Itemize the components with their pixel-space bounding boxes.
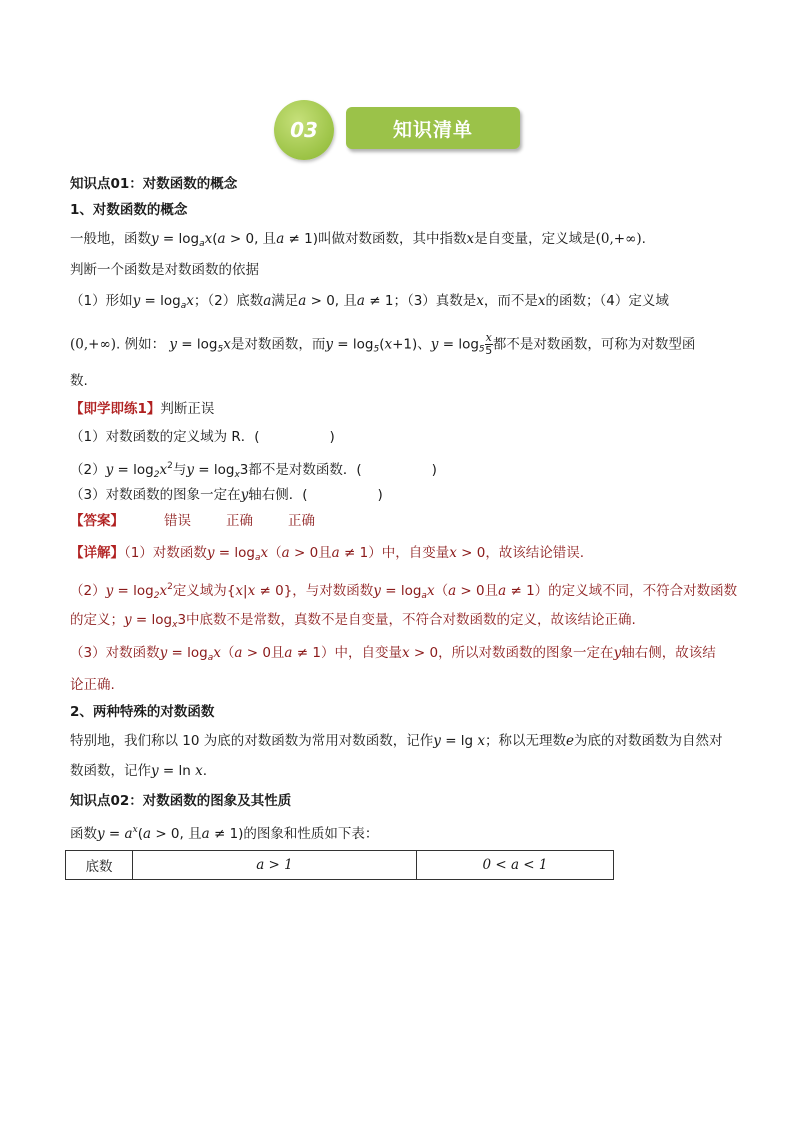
table-header-gt1: a > 1 (133, 851, 417, 880)
table-row (66, 851, 614, 880)
table-header-between: 0 < a < 1 (417, 851, 614, 880)
practice-q3: （3）对数函数的图象一定在y轴右侧．( ) (70, 487, 383, 503)
section-number-badge (274, 100, 334, 160)
sec2-line1: 特别地，我们称以 10 为底的对数函数为常用对数函数，记作y = lg x；称以无理数e为底的对数函数为自然对 (70, 733, 723, 749)
kp1-criteria-line2: (0,+∞). 例如： $y = \log_5x$是对数函数，而$y = \log_5(x+1)$、$y = \log_5$ $\frac{x}{5}$ 都不是对数函数，可称为对数型函 (70, 331, 696, 357)
detail-1: 【详解】（1）对数函数$y = \log_ax(a > 0$且a ≠ 1）中，自变量x > 0，故该结论错误. (70, 545, 585, 563)
section-title: 知识清单 (392, 118, 473, 141)
kp1-sec1-title: 1、对数函数的概念 (70, 202, 188, 218)
kp1-criteria-line1: （1）形如$y = \log_ax$；（2）底数a满足a > 0, 且a ≠ 1；（3）真数是x，而不是x的函数；（4）定义域 (70, 293, 669, 311)
practice-header: 【即学即练1】判断正误 (70, 401, 215, 417)
kp1-criteria: 判断一个函数是对数函数的依据 (70, 262, 259, 278)
kp1-title: 知识点01：对数函数的概念 (70, 176, 238, 192)
answer-line: 【答案】 错误 正确 正确 (70, 513, 315, 529)
sec2-title: 2、两种特殊的对数函数 (70, 704, 215, 720)
section-number: 03 (290, 118, 318, 142)
detail-2-cont: 的定义；$y = \log_x3$中底数不是常数，真数不是自变量，不符合对数函数的定义，故该结论正确. (70, 612, 636, 630)
detail-3-cont: 论正确. (70, 677, 115, 693)
detail-3: （3）对数函数$y = \log_ax(a > 0$且a ≠ 1）中，自变量x > 0，所以对数函数的图象一定在y轴右侧，故该结 (70, 645, 716, 663)
sec2-line2: 数函数，记作y = ln x. (70, 763, 208, 779)
practice-q1: （1）对数函数的定义域为 R．( ) (70, 429, 335, 445)
detail-2: $(2)y = \log_2x^2$定义域为{x|x ≠ 0}，与对数函数$y = \log_ax(a > 0$且a ≠ 1）的定义域不同，不符合对数函数 (70, 582, 738, 601)
kp1-criteria-line3: 数. (70, 373, 88, 389)
kp2-title: 知识点02：对数函数的图象及其性质 (70, 793, 292, 809)
section-title-banner (346, 107, 520, 149)
table-header-base: 底数 (66, 851, 133, 880)
practice-q2: $(2)y = \log_2x^2$与$y = \log_x3$都不是对数函数．( ) (70, 461, 437, 480)
properties-table (65, 850, 614, 880)
kp1-definition: 一般地，函数$y = \log_ax(a > 0$, 且a ≠ 1)叫做对数函数，其中指数x是自变量，定义域是(0,+∞). (70, 231, 646, 249)
kp2-intro: 函数$y = a^x(a > 0$, 且a ≠ 1)的图象和性质如下表： (70, 825, 379, 842)
